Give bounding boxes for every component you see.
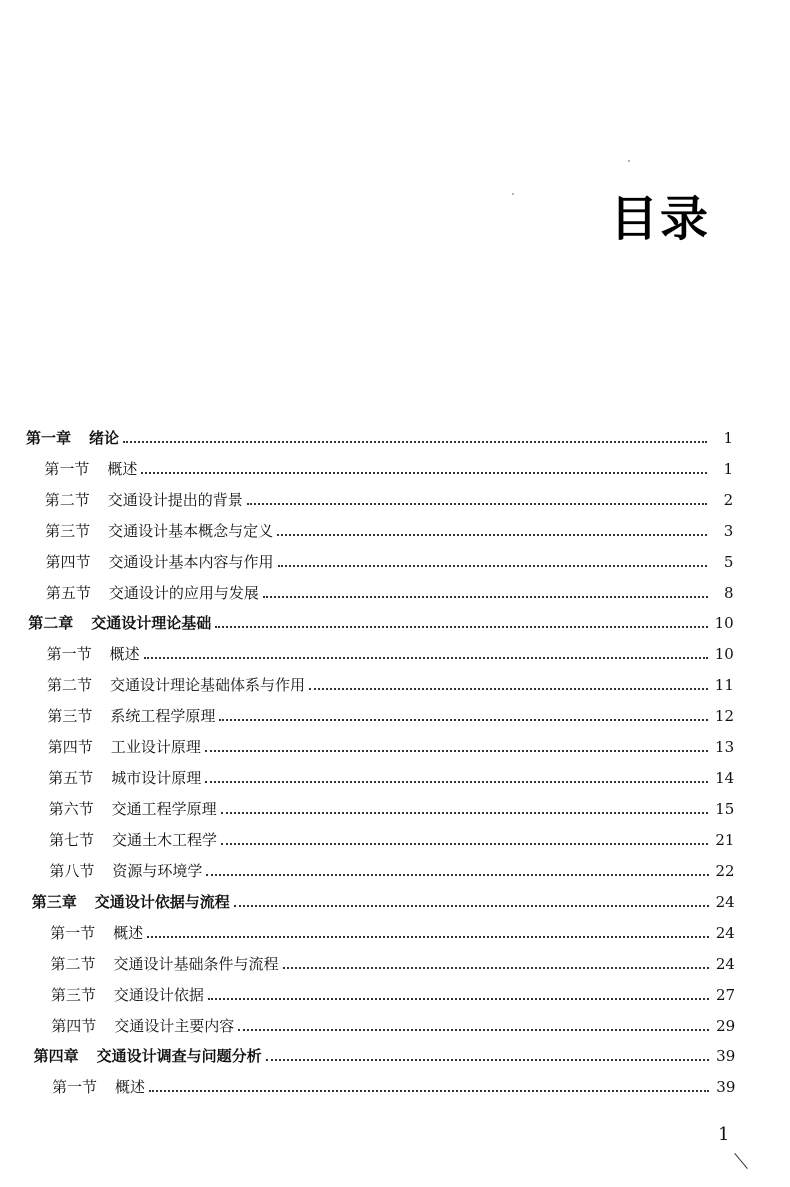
toc-entry-title: 概述 — [109, 645, 140, 663]
toc-section-row — [48, 736, 734, 758]
page-number: 1 — [718, 1124, 730, 1145]
dot-leader — [278, 551, 708, 573]
toc-entry-page: 12 — [714, 707, 734, 725]
toc-entry-page: 22 — [715, 862, 735, 880]
toc-entry-page: 24 — [715, 924, 735, 942]
toc-entry-page: 27 — [715, 986, 736, 1004]
toc-entry-title: 资源与环境学 — [112, 862, 203, 880]
toc-entry-page: 13 — [715, 738, 735, 756]
toc-entry-title: 交通设计调查与问题分析 — [96, 1047, 262, 1065]
toc-entry-title: 交通设计基本内容与作用 — [108, 553, 274, 571]
toc-entry-page: 8 — [724, 584, 734, 602]
toc-entry-page: 1 — [723, 460, 734, 478]
toc-entry-page: 15 — [715, 800, 735, 818]
toc-section-row — [47, 705, 734, 727]
toc-entry-page: 10 — [714, 614, 734, 632]
toc-section-row — [46, 582, 734, 604]
toc-entry-label: 第二节 — [44, 491, 90, 509]
dot-leader — [123, 427, 707, 449]
toc-entry-page: 24 — [715, 955, 735, 973]
toc-entry-title: 城市设计原理 — [111, 769, 202, 787]
toc-entry-page: 24 — [715, 893, 735, 911]
toc-entry-label: 第四节 — [47, 738, 93, 756]
toc-entry-title: 交通设计理论基础体系与作用 — [110, 676, 306, 694]
toc-entry-title: 概述 — [107, 460, 138, 478]
toc-entry-title: 交通设计基本概念与定义 — [108, 522, 274, 540]
toc-entry-label: 第五节 — [45, 584, 91, 602]
toc-entry-page: 14 — [715, 769, 735, 787]
dot-leader — [144, 643, 708, 665]
toc-entry-label: 第五节 — [48, 769, 94, 787]
toc-entry-label: 第一节 — [51, 1078, 97, 1096]
toc-entry-page: 10 — [714, 645, 734, 663]
toc-section-row — [44, 458, 733, 480]
toc-section-row — [49, 798, 735, 820]
toc-chapter-row — [32, 891, 735, 913]
toc-entry-label: 第二节 — [47, 676, 93, 694]
dot-leader — [208, 984, 709, 1006]
toc-chapter-row — [34, 1045, 736, 1067]
toc-entry-title: 系统工程学原理 — [110, 707, 216, 725]
toc-entry-title: 概述 — [115, 1078, 146, 1096]
toc-entry-label: 第四节 — [45, 553, 91, 571]
toc-entry-title: 交通设计的应用与发展 — [108, 584, 259, 602]
toc-entry-label: 第四章 — [33, 1047, 79, 1065]
dot-leader — [205, 767, 708, 789]
toc-entry-label: 第一章 — [26, 429, 72, 447]
dot-leader — [263, 582, 708, 604]
toc-section-row — [50, 953, 734, 975]
toc-entry-page: 2 — [723, 491, 734, 509]
toc-entry-label: 第六节 — [48, 800, 94, 818]
toc-entry-label: 第三节 — [50, 986, 96, 1004]
toc-section-row — [47, 674, 734, 696]
toc-entry-page: 29 — [716, 1017, 736, 1035]
dot-leader — [221, 798, 709, 820]
toc-section-row — [47, 643, 734, 665]
toc-entry-title: 交通设计依据 — [113, 986, 204, 1004]
toc-entry-title: 交通设计理论基础 — [91, 614, 212, 632]
toc-section-row — [46, 551, 734, 573]
toc-entry-page: 3 — [723, 522, 734, 540]
dot-leader — [277, 520, 707, 542]
toc-entry-label: 第四节 — [51, 1017, 97, 1035]
toc-entry-page: 39 — [716, 1078, 736, 1096]
dot-leader — [221, 829, 709, 851]
toc-entry-title: 工业设计原理 — [110, 738, 201, 756]
toc-entry-title: 交通工程学原理 — [111, 800, 217, 818]
dot-leader — [219, 705, 708, 727]
toc-entry-title: 交通设计提出的背景 — [107, 491, 243, 509]
toc-section-row — [51, 984, 735, 1006]
toc-entry-page: 5 — [723, 553, 734, 571]
toc-entry-label: 第一节 — [46, 645, 92, 663]
toc-entry-title: 交通土木工程学 — [111, 831, 217, 849]
dot-leader — [147, 922, 709, 944]
page-title: 目录 — [610, 191, 711, 247]
toc-entry-label: 第二章 — [28, 614, 74, 632]
toc-chapter-row — [28, 612, 733, 634]
toc-section-row — [51, 1015, 735, 1037]
toc-entry-label: 第八节 — [49, 862, 95, 880]
toc-entry-label: 第三章 — [31, 893, 77, 911]
toc-entry-title: 交通设计依据与流程 — [94, 893, 230, 911]
dot-leader — [283, 953, 709, 975]
toc-section-row — [45, 489, 733, 511]
toc-section-row — [50, 922, 735, 944]
toc-section-row — [49, 860, 734, 882]
dot-leader — [309, 674, 708, 696]
toc-entry-page: 39 — [716, 1047, 736, 1065]
dot-leader — [141, 458, 707, 480]
dot-leader — [215, 612, 707, 634]
dot-leader — [205, 736, 708, 758]
toc-entry-label: 第二节 — [50, 955, 96, 973]
toc-section-row — [48, 767, 734, 789]
toc-entry-title: 交通设计基础条件与流程 — [113, 955, 279, 973]
dot-leader — [266, 1045, 710, 1067]
toc-entry-page: 21 — [715, 831, 735, 849]
toc-entry-title: 交通设计主要内容 — [114, 1017, 235, 1035]
dot-leader — [149, 1076, 709, 1098]
scan-speck — [512, 193, 514, 195]
toc-section-row — [45, 520, 733, 542]
dot-leader — [206, 860, 708, 882]
toc-section-row — [49, 829, 735, 851]
toc-entry-title: 绪论 — [89, 429, 120, 447]
dot-leader — [238, 1015, 709, 1037]
toc-entry-label: 第一节 — [44, 460, 90, 478]
dot-leader — [247, 489, 707, 511]
toc-entry-label: 第七节 — [48, 831, 94, 849]
toc-entry-label: 第一节 — [50, 924, 96, 942]
toc-chapter-row — [26, 427, 733, 449]
toc-entry-label: 第三节 — [47, 707, 93, 725]
toc-entry-page: 1 — [723, 429, 733, 447]
toc-entry-title: 概述 — [113, 924, 144, 942]
toc-entry-label: 第三节 — [45, 522, 91, 540]
toc-entry-page: 11 — [714, 676, 734, 694]
dot-leader — [234, 891, 709, 913]
toc-section-row — [52, 1076, 735, 1098]
scan-speck — [628, 160, 630, 162]
